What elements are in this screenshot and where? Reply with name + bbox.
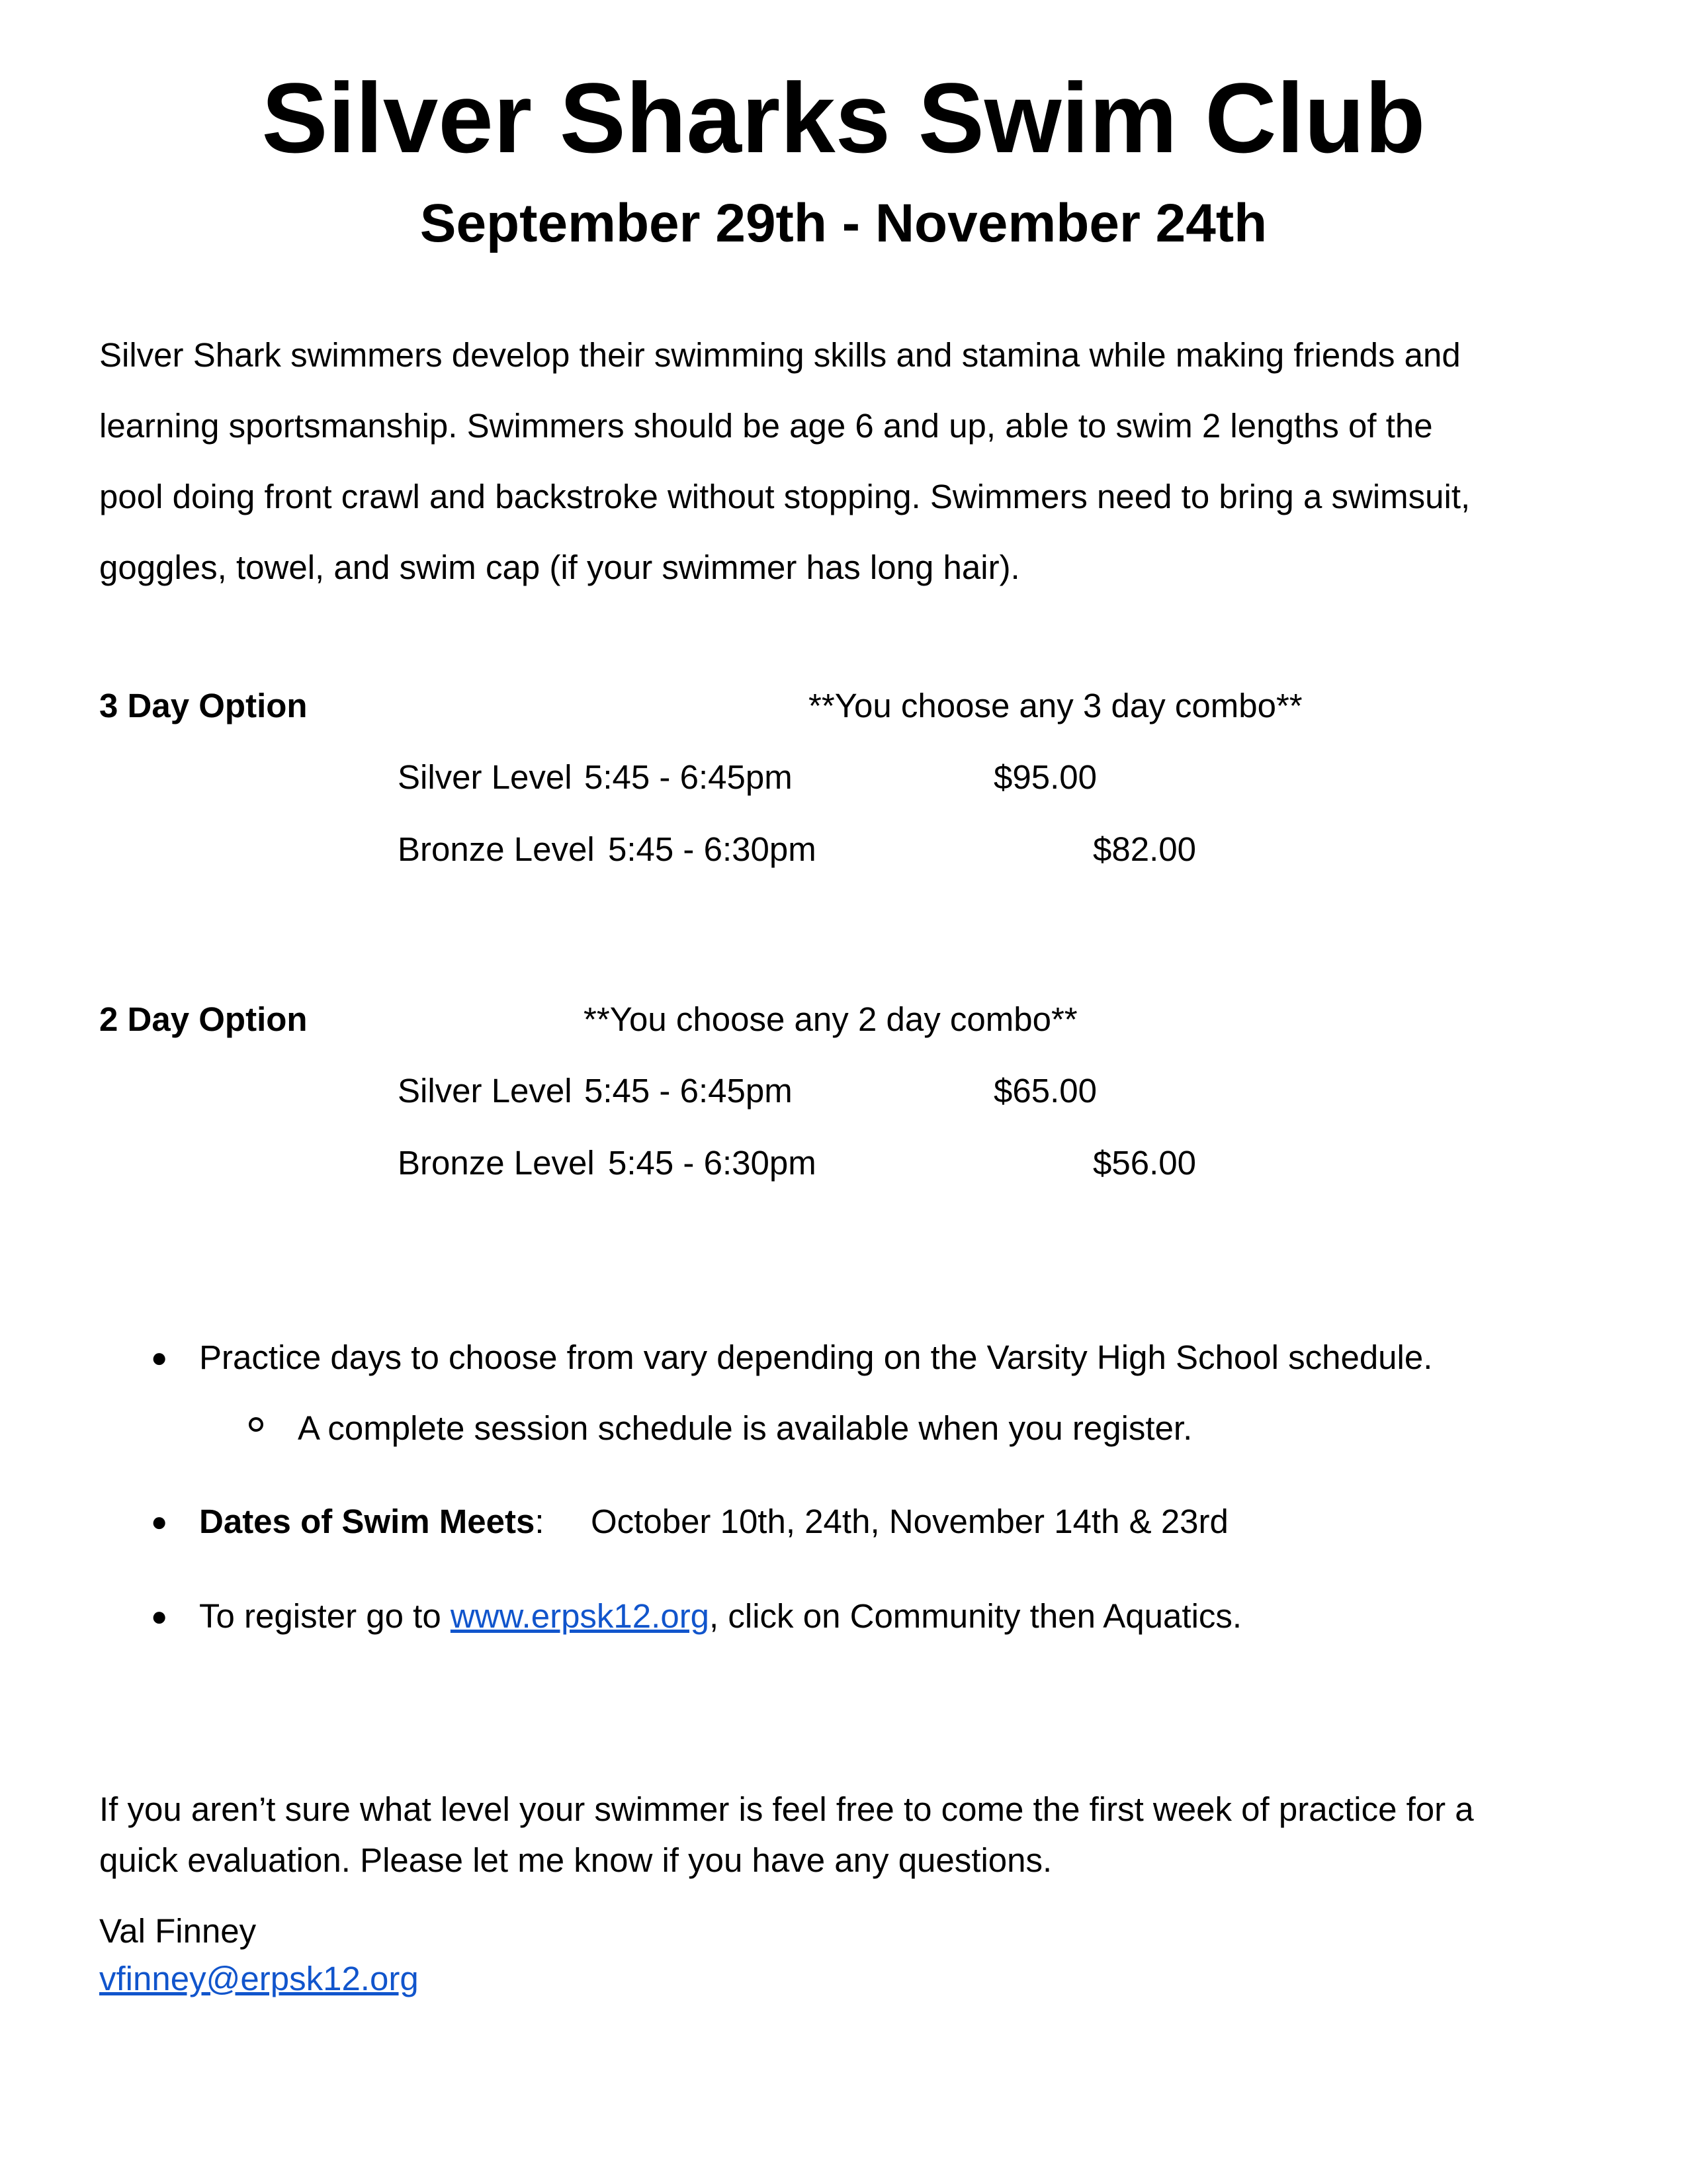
schedule-note-text: A complete session schedule is available when you register. [298, 1409, 1193, 1447]
swim-meets-line [199, 1499, 544, 1545]
option-3-day-note: **You choose any 3 day combo** [808, 687, 1303, 724]
swim-meets-label: Dates of Swim Meets [199, 1503, 535, 1540]
intro-line-1: Silver Shark swimmers develop their swimming skills and stamina while making friends and [99, 336, 1461, 374]
register-line [199, 1593, 1242, 1639]
option-2-bronze-level: Bronze Level [398, 1144, 595, 1182]
option-3-silver-price: $95.00 [994, 758, 1097, 796]
sub-bullet-circle [249, 1417, 263, 1432]
closing-line-2: quick evaluation. Please let me know if you have any questions. [99, 1841, 1053, 1879]
option-3-silver-time: 5:45 - 6:45pm [584, 758, 793, 796]
option-2-day-note: **You choose any 2 day combo** [584, 1000, 1078, 1038]
register-website-link[interactable]: www.erpsk12.org [450, 1597, 710, 1635]
bullet-dot: ● [151, 1506, 168, 1537]
register-prefix: To register go to [199, 1597, 451, 1635]
intro-line-3: pool doing front crawl and backstroke without stopping. Swimmers need to bring a swimsuit, [99, 478, 1471, 515]
option-2-silver-level: Silver Level [398, 1072, 572, 1110]
session-dates: September 29th - November 24th [419, 193, 1268, 253]
option-2-silver-price: $65.00 [994, 1072, 1097, 1110]
page-title: Silver Sharks Swim Club [261, 62, 1426, 173]
option-3-bronze-time: 5:45 - 6:30pm [608, 830, 816, 868]
practice-days-text: Practice days to choose from vary depending on the Varsity High School schedule. [199, 1338, 1433, 1376]
intro-line-4: goggles, towel, and swim cap (if your swimmer has long hair). [99, 548, 1020, 586]
bullet-dot: ● [151, 1342, 168, 1373]
option-2-bronze-price: $56.00 [1093, 1144, 1196, 1182]
swim-meets-dates: October 10th, 24th, November 14th & 23rd [591, 1503, 1229, 1540]
bullet-dot: ● [151, 1600, 168, 1632]
option-3-day-label: 3 Day Option [99, 687, 308, 724]
swim-meets-colon: : [535, 1503, 544, 1540]
option-2-silver-time: 5:45 - 6:45pm [584, 1072, 793, 1110]
signature-name: Val Finney [99, 1912, 257, 1950]
option-2-bronze-time: 5:45 - 6:30pm [608, 1144, 816, 1182]
register-suffix: , click on Community then Aquatics. [709, 1597, 1242, 1635]
option-3-silver-level: Silver Level [398, 758, 572, 796]
option-3-bronze-level: Bronze Level [398, 830, 595, 868]
option-3-bronze-price: $82.00 [1093, 830, 1196, 868]
closing-line-1: If you aren’t sure what level your swimmer is feel free to come the first week of practice for a [99, 1790, 1474, 1828]
signature-email-link[interactable]: vfinney@erpsk12.org [99, 1960, 419, 1997]
option-2-day-label: 2 Day Option [99, 1000, 308, 1038]
intro-line-2: learning sportsmanship. Swimmers should be age 6 and up, able to swim 2 lengths of the [99, 407, 1433, 445]
